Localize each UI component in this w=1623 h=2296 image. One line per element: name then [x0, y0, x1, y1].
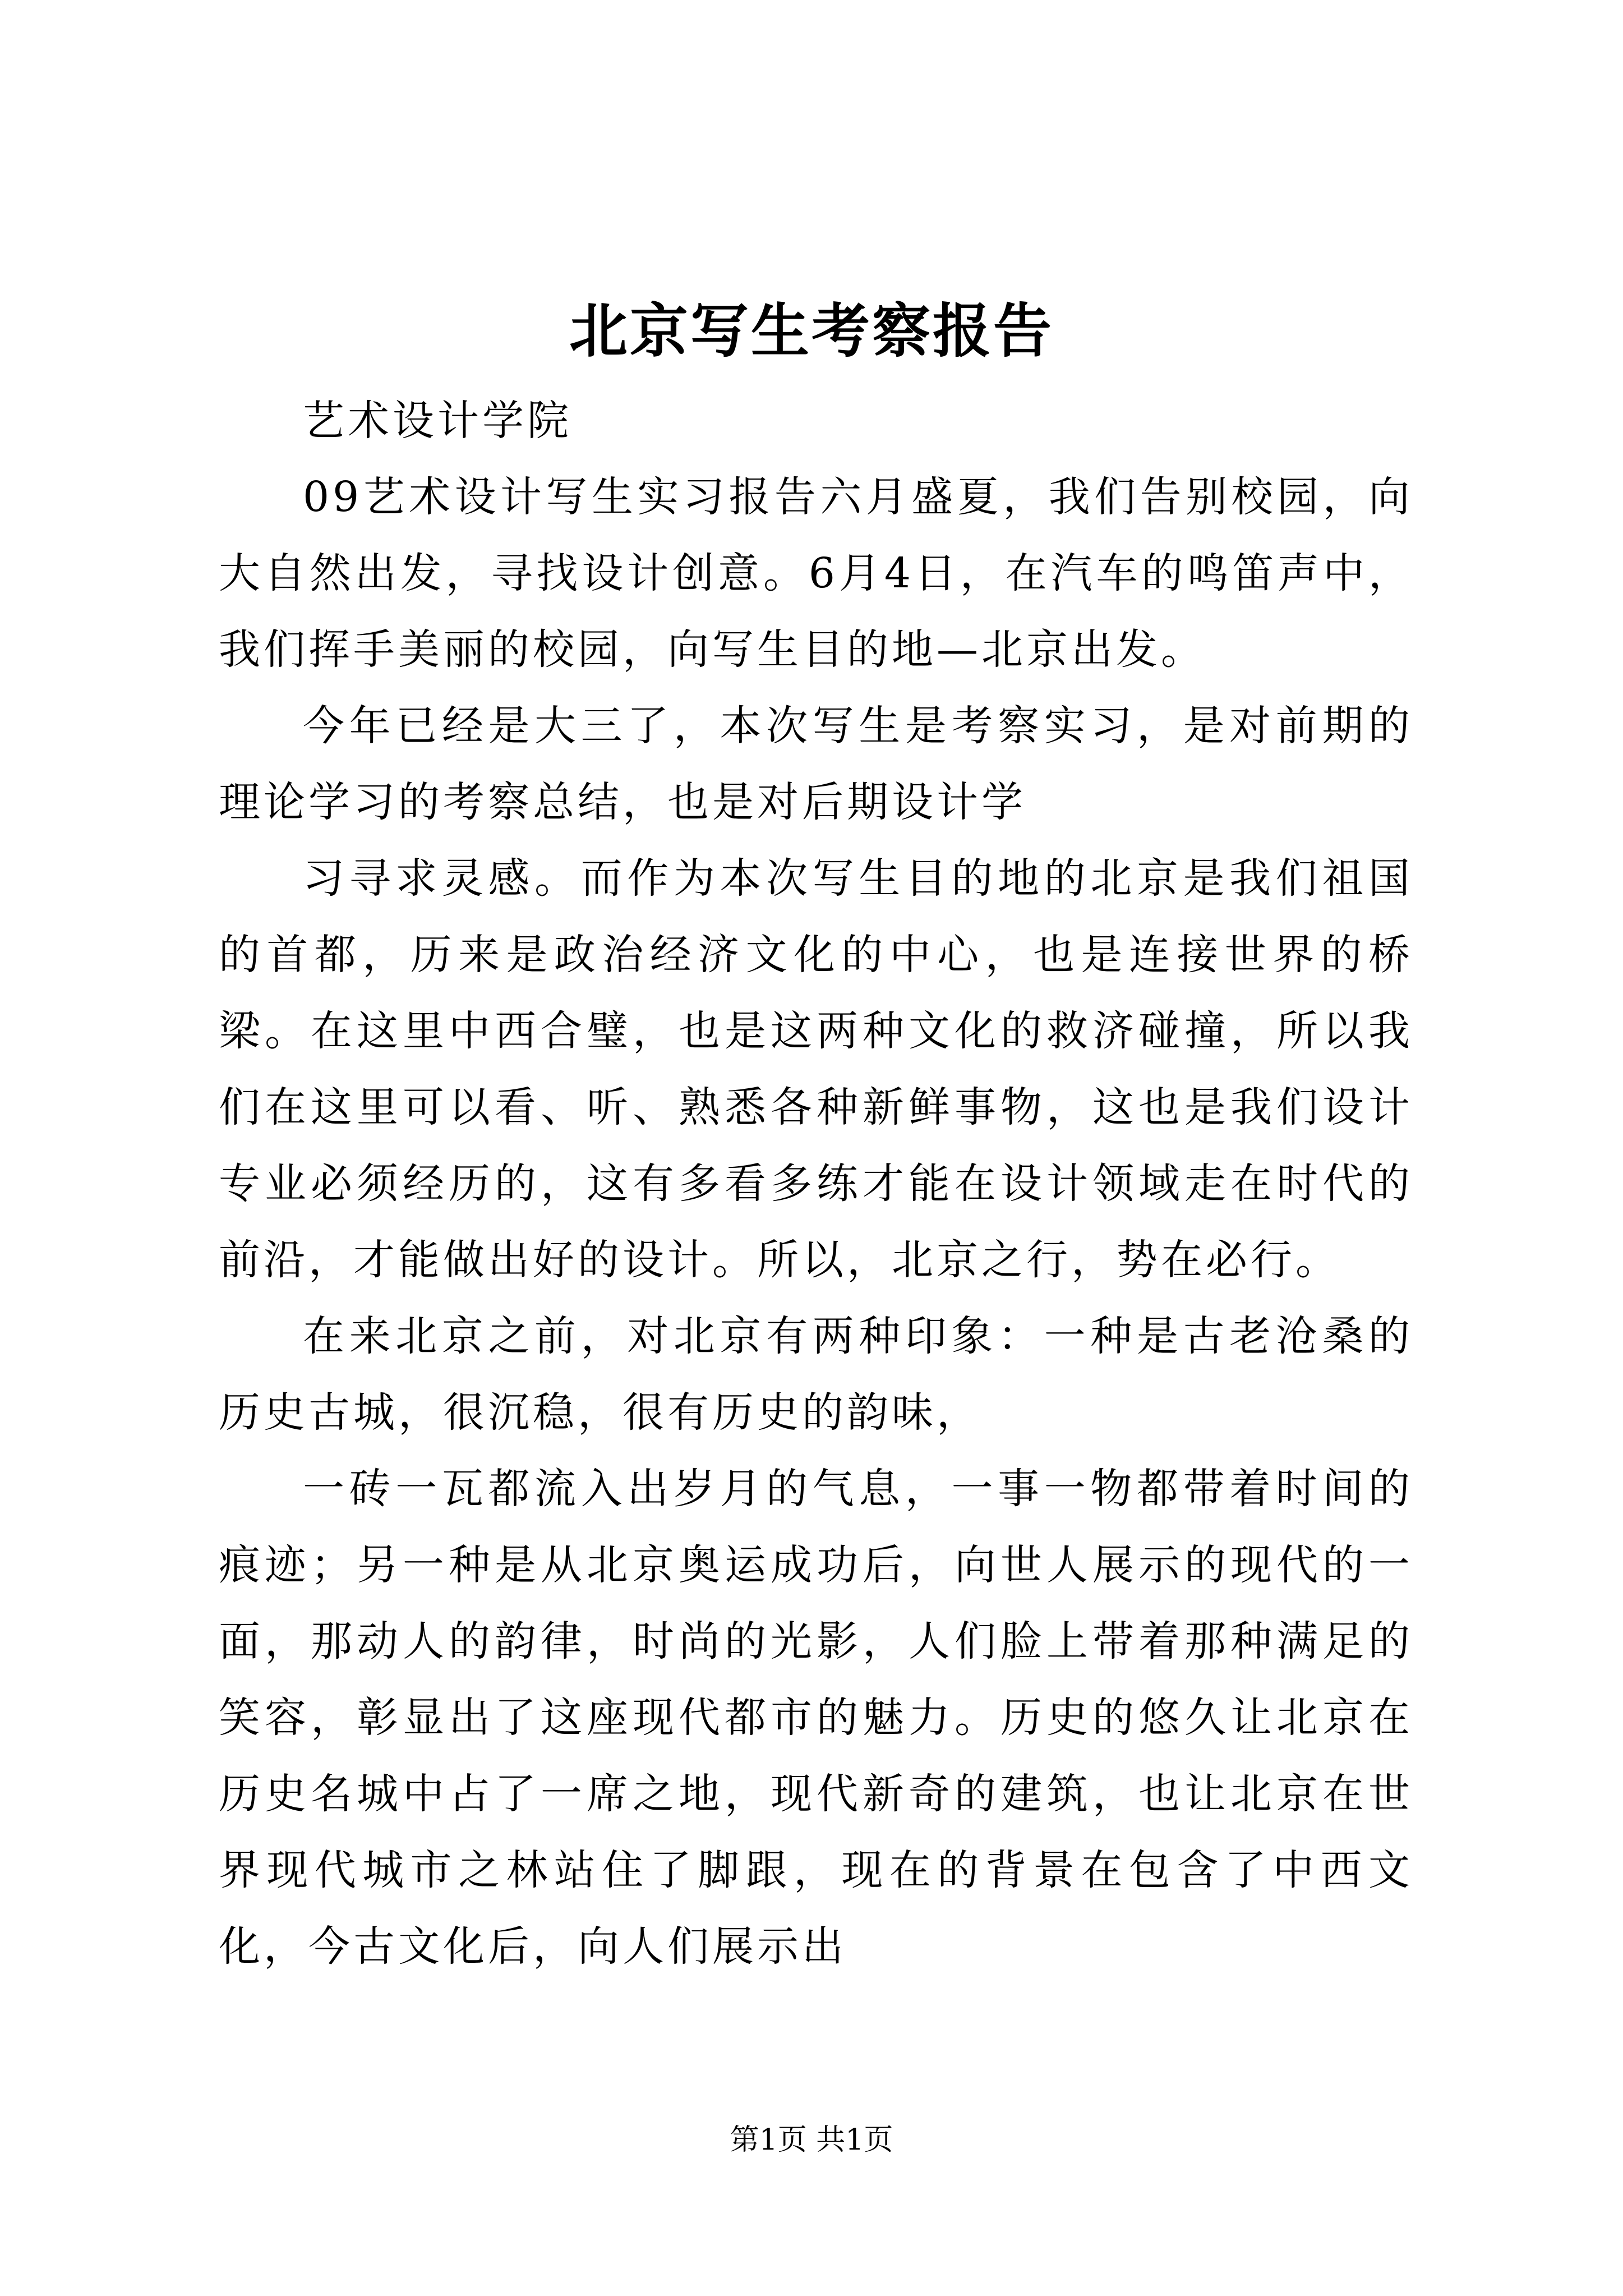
paragraph-history-modern: 一砖一瓦都流入出岁月的气息，一事一物都带着时间的痕迹；另一种是从北京奥运成功后，向世人展示的现代的一面，那动人的韵律，时尚的光影，人们脸上带着那种满足的笑容，彰显出了这座现代都市的魅力。历史的悠久让北京在历史名城中占了一席之地，现代新奇的建筑，也让北京在世界现代城市之林站住了脚跟，现在的背景在包含了中西文化，今古文化后，向人们展示出: [219, 1465, 1413, 1971]
paragraph-impressions: 在来北京之前，对北京有两种印象：一种是古老沧桑的历史古城，很沉稳，很有历史的韵味，: [219, 1312, 1413, 1437]
paragraph-intro: 09艺术设计写生实习报告六月盛夏，我们告别校园，向大自然出发，寻找设计创意。6月4日，在汽车的鸣笛声中，我们挥手美丽的校园，向写生目的地—北京出发。: [219, 473, 1413, 674]
paragraph-purpose: 今年已经是大三了，本次写生是考察实习，是对前期的理论学习的考察总结，也是对后期设计学: [219, 702, 1413, 826]
document-body: [219, 383, 1413, 1985]
page-footer: 第1页 共1页: [730, 2123, 893, 2157]
paragraph-beijing-significance: 习寻求灵感。而作为本次写生目的地的北京是我们祖国的首都，历来是政治经济文化的中心，也是连接世界的桥梁。在这里中西合璧，也是这两种文化的救济碰撞，所以我们在这里可以看、听、熟悉各种新鲜事物，这也是我们设计专业必须经历的，这有多看多练才能在设计领域走在时代的前沿，才能做出好的设计。所以，北京之行，势在必行。: [219, 854, 1413, 1284]
paragraph-department: 艺术设计学院: [303, 397, 572, 445]
document-title: 北京写生考察报告: [569, 296, 1054, 365]
